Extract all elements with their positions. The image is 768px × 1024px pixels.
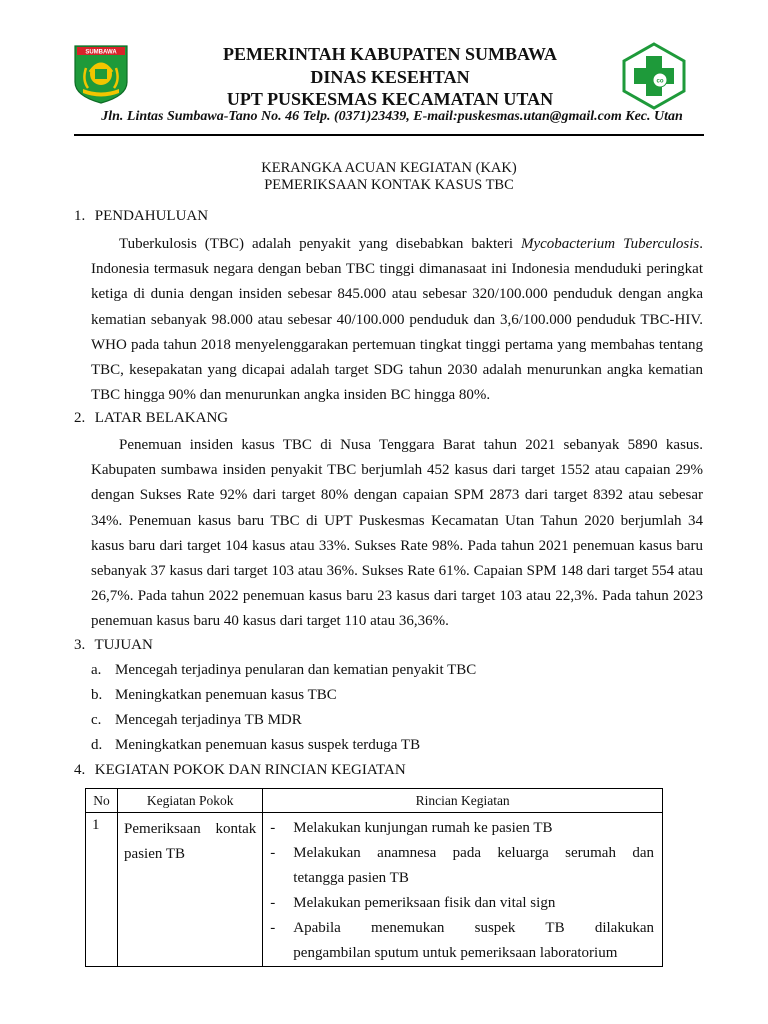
list-text: Mencegah terjadinya TB MDR — [115, 712, 302, 728]
letterhead-address: Jln. Lintas Sumbawa-Tano No. 46 Telp. (0371)23439, E-mail:puskesmas.utan@gmail.com Kec. Utan — [101, 109, 683, 124]
rincian-text: Melakukan kunjungan rumah ke pasien TB — [293, 820, 553, 836]
section-number: 4. — [74, 762, 86, 778]
activities-table — [85, 788, 663, 967]
section-heading-kegiatan — [74, 762, 406, 779]
paragraph-text: Tuberkulosis (TBC) adalah penyakit yang disebabkan bakteri — [119, 236, 521, 252]
rincian-list — [263, 813, 662, 966]
svg-text:co: co — [656, 78, 664, 85]
table-cell-no: 1 — [86, 813, 118, 967]
table-header-rincian-kegiatan: Rincian Kegiatan — [263, 789, 663, 813]
list-item — [91, 712, 302, 729]
document-title-line-1: KERANGKA ACUAN KEGIATAN (KAK) — [261, 160, 517, 176]
section-heading-latar-belakang — [74, 410, 228, 427]
list-letter: b. — [91, 687, 103, 703]
list-text: Mencegah terjadinya penularan dan kematian penyakit TBC — [115, 662, 477, 678]
section-number: 1. — [74, 208, 86, 224]
section-paragraph-latar-belakang — [91, 433, 703, 635]
dash-bullet: - — [270, 895, 276, 911]
list-item — [91, 662, 476, 679]
list-text: Meningkatkan penemuan kasus TBC — [115, 687, 337, 703]
list-item — [91, 687, 337, 704]
list-letter: d. — [91, 737, 103, 753]
list-letter: a. — [91, 662, 102, 678]
table-header-kegiatan-pokok: Kegiatan Pokok — [118, 789, 263, 813]
paragraph-text: . Indonesia termasuk negara dengan beban TBC tinggi dimanasaat ini Indonesia menduduki peringkat ketiga di dunia dengan insiden sebesar 845.000 atau sebesar 320/100.000 penduduk dengan angka kematian sebanyak 98.000 atau sebesar 40/100.000 penduduk dan 3,6/100.000 penduduk TBC-HIV. WHO pada tahun 2018 menyelenggarakan pertemuan tingkat tinggi pertama yang membahas tentang TBC, kesepakatan yang dicapai adalah target SDG tahun 2030 adalah menurunkan angka kematian TBC hingga 90% dan menurunkan angka insiden BC hingga 80%. — [91, 236, 703, 404]
rincian-text: pengambilan sputum untuk pemeriksaan laboratorium — [293, 945, 618, 961]
section-heading-tujuan — [74, 637, 153, 654]
cell-text: Pemeriksaan kontak — [124, 821, 257, 837]
svg-text:SUMBAWA: SUMBAWA — [85, 49, 117, 56]
list-letter: c. — [91, 712, 102, 728]
dash-bullet: - — [270, 820, 276, 836]
cell-text: pasien TB — [124, 846, 186, 862]
dash-bullet: - — [270, 920, 276, 936]
document-title-line-2: PEMERIKSAAN KONTAK KASUS TBC — [264, 177, 514, 193]
section-title: KEGIATAN POKOK DAN RINCIAN KEGIATAN — [94, 762, 406, 778]
sumbawa-crest-logo — [72, 42, 130, 104]
section-paragraph-pendahuluan — [91, 232, 703, 408]
section-title: PENDAHULUAN — [94, 208, 209, 224]
puskesmas-cross-icon — [622, 42, 686, 110]
section-title: LATAR BELAKANG — [94, 410, 229, 426]
rincian-text: Melakukan pemeriksaan fisik dan vital sign — [293, 895, 556, 911]
table-header-row — [86, 789, 663, 813]
dash-bullet: - — [270, 845, 276, 861]
list-item — [91, 737, 420, 754]
rincian-item — [270, 816, 654, 841]
section-title: TUJUAN — [94, 637, 153, 653]
rincian-text: Melakukan anamnesa pada keluarga serumah dan — [293, 845, 654, 861]
rincian-item — [270, 916, 654, 966]
table-cell-rincian-kegiatan — [263, 813, 663, 967]
table-cell-kegiatan-pokok — [118, 813, 263, 967]
letterhead-line-2: DINAS KESEHTAN — [310, 67, 470, 87]
section-heading-pendahuluan — [74, 208, 208, 225]
section-number: 2. — [74, 410, 86, 426]
rincian-item — [270, 841, 654, 891]
letterhead-line-3: UPT PUSKESMAS KECAMATAN UTAN — [226, 89, 554, 109]
table-row — [86, 813, 663, 967]
letterhead-line-1: PEMERINTAH KABUPATEN SUMBAWA — [222, 44, 558, 64]
table-header-no: No — [86, 789, 118, 813]
rincian-text: Apabila menemukan suspek TB dilakukan — [293, 920, 654, 936]
letterhead-divider — [74, 134, 704, 136]
section-number: 3. — [74, 637, 86, 653]
species-name: Mycobacterium Tuberculosis — [520, 236, 700, 252]
rincian-item — [270, 891, 654, 916]
paragraph-text: Penemuan insiden kasus TBC di Nusa Tenggara Barat tahun 2021 sebanyak 5890 kasus. Kabupaten sumbawa insiden penyakit TBC berjumlah 452 kasus dari target 1552 atau capaian 29% dengan Sukses Rate 92% dari target 80% dengan capaian SPM 2873 dari target 8392 atau sebesar 34%. Penemuan kasus baru TBC di UPT Puskesmas Kecamatan Utan Tahun 2020 berjumlah 34 kasus baru dari target 104 kasus atau 33%. Sukses Rate 98%. Pada tahun 2021 penemuan kasus baru sebanyak 37 kasus dari target 103 atau 36%. Sukses Rate 61%. Capaian SPM 148 dari target 554 atau 26,7%. Pada tahun 2022 penemuan kasus baru 23 kasus dari target 103 atau 22,3%. Pada tahun 2023 penemuan kasus baru 40 kasus dari target 110 atau 36,36%. — [91, 437, 703, 630]
list-text: Meningkatkan penemuan kasus suspek terduga TB — [115, 737, 421, 753]
rincian-text: tetangga pasien TB — [293, 870, 409, 886]
